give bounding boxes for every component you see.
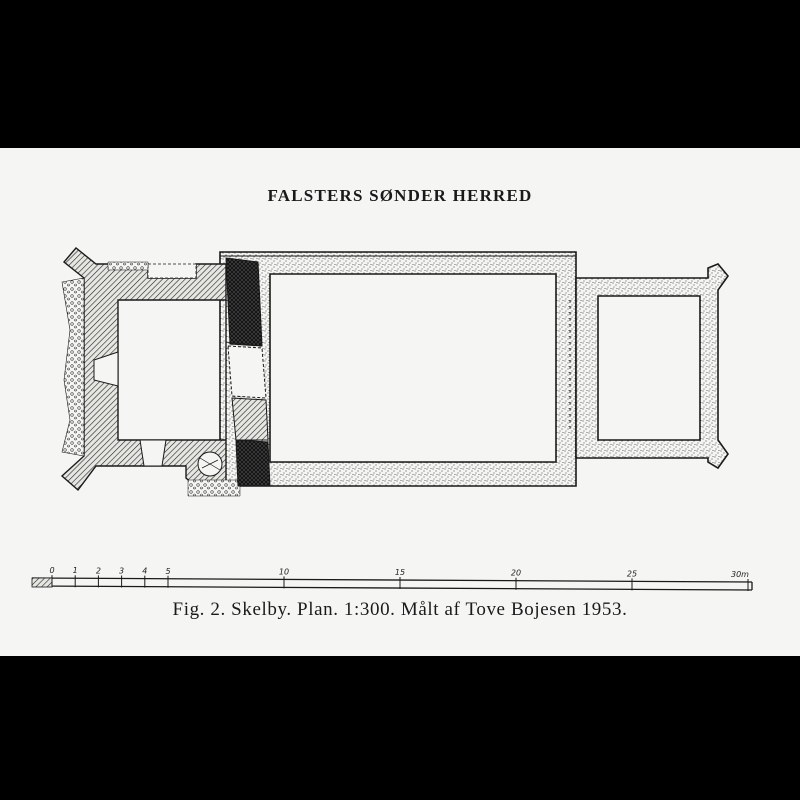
scale-tick-label: 3 [119,566,125,576]
chancel-walls [570,264,728,468]
scale-tick-label: 4 [142,566,148,576]
scale-tick-label: 15 [394,568,406,578]
scale-tick-label: 25 [626,569,638,579]
scale-tick-label: 10 [278,567,290,577]
scale-tick-label: 0 [49,566,55,576]
scale-tick-label: 1 [72,566,78,576]
scale-tick-label: 5 [165,566,171,576]
figure-caption: Fig. 2. Skelby. Plan. 1:300. Målt af Tove Bojesen 1953. [172,599,628,620]
scale-bar [32,566,752,591]
scale-tick-label: 20 [510,568,522,578]
scale-tick-label: 30m [731,569,749,579]
scale-tick-label: 2 [95,566,101,576]
tower-walls [62,248,226,490]
nave-walls [220,252,576,486]
page-header: FALSTERS SØNDER HERRED [267,186,533,205]
